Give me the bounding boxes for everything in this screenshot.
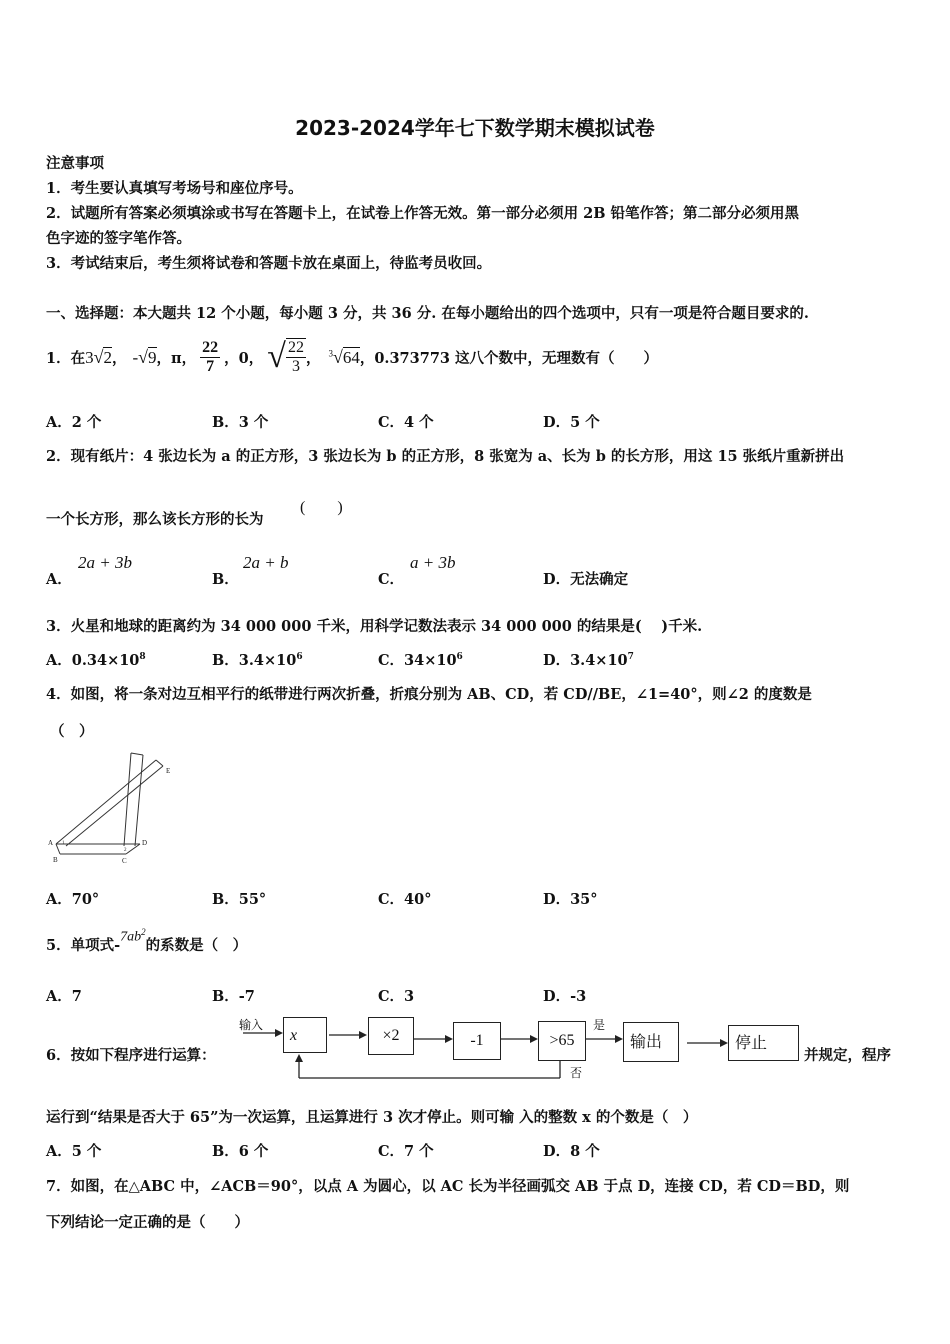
page-title: 2023-2024学年七下数学期末模拟试卷 xyxy=(295,116,655,140)
q6-option-b[interactable]: B．6 个 xyxy=(212,1143,269,1160)
q1-lead: 1．在 xyxy=(46,349,86,367)
q4-line-1: 4．如图，将一条对边互相平行的纸带进行两次折叠，折痕分别为 AB、CD，若 CD//BE，∠1=40°，则∠2 的度数是 xyxy=(46,686,812,703)
notice-item-1: 1．考生要认真填写考场号和座位序号。 xyxy=(46,180,303,197)
label-d: D xyxy=(142,839,148,847)
strip-top-edge xyxy=(131,753,143,755)
q1-cube-root-64: $^3$√64 xyxy=(328,346,360,367)
q2-option-b-math: 2a + b xyxy=(243,553,289,572)
q2-line-2: 一个长方形，那么该长方形的长为 xyxy=(46,511,264,528)
flow-box-output: 输出 xyxy=(623,1022,679,1062)
q5-option-c[interactable]: C．3 xyxy=(378,988,415,1005)
q1-num-3sqrt2: 3√2 xyxy=(85,346,112,367)
q3-option-c[interactable]: C．$34\times 10^6$ xyxy=(378,652,463,669)
label-b: B xyxy=(53,856,58,864)
flow-no-label: 否 xyxy=(570,1066,583,1080)
label-c: C xyxy=(122,857,127,865)
q7-line-2: 下列结论一定正确的是（ ） xyxy=(46,1214,249,1231)
q2-option-c-label[interactable]: C． xyxy=(378,571,405,588)
strip-left-edge xyxy=(124,753,131,846)
q2-option-d[interactable]: D．无法确定 xyxy=(543,571,629,588)
q1-option-d[interactable]: D．5 个 xyxy=(543,414,600,431)
q4-option-c[interactable]: C．40° xyxy=(378,891,432,908)
q2-option-a-label[interactable]: A． xyxy=(46,571,72,588)
q2-paren: ( ) xyxy=(300,499,343,516)
q5-monomial: $7ab^2$ xyxy=(120,927,146,945)
flow-box-x: x xyxy=(283,1017,327,1053)
flow-box-minus1: -1 xyxy=(453,1022,501,1060)
q6-line-2: 运行到“结果是否大于 65”为一次运算，且运算进行 3 次才停止。则可输 入的整数 x 的个数是（ ） xyxy=(46,1109,698,1126)
q1-option-c[interactable]: C．4 个 xyxy=(378,414,434,431)
q5-lead: 5．单项式- xyxy=(46,937,121,954)
q1-option-a[interactable]: A．2 个 xyxy=(46,414,102,431)
q4-folded-strip-figure xyxy=(44,748,184,868)
q1-num-neg-sqrt9: -√9 xyxy=(132,346,157,367)
q5-option-b[interactable]: B．-7 xyxy=(212,988,255,1005)
flow-input-label: 输入 xyxy=(239,1018,264,1032)
flow-yes-label: 是 xyxy=(593,1018,606,1032)
question-5 xyxy=(46,927,248,955)
q2-option-a-math: 2a + 3b xyxy=(78,553,132,572)
label-a: A xyxy=(48,839,54,847)
q6-lead: 6．按如下程序进行运算： xyxy=(46,1047,216,1064)
q3-option-a[interactable]: A．$0.34\times 10^8$ xyxy=(46,652,146,669)
q1-fraction-22-7: $\frac{22}{7}$ xyxy=(202,338,219,375)
q5-option-a[interactable]: A．7 xyxy=(46,988,82,1005)
q6-option-a[interactable]: A．5 个 xyxy=(46,1143,102,1160)
q3-option-b[interactable]: B．$3.4\times 10^6$ xyxy=(212,652,303,669)
q2-option-c-math: a + 3b xyxy=(410,553,456,572)
label-angle-2: 2 xyxy=(124,848,127,853)
q3-text: 3．火星和地球的距离约为 34 000 000 千米，用科学记数法表示 34 000 000 的结果是( )千米. xyxy=(46,618,703,635)
q6-option-d[interactable]: D．8 个 xyxy=(543,1143,600,1160)
notice-item-2a: 2．试题所有答案必须填涂或书写在答题卡上，在试卷上作答无效。第一部分必须用 2B 铅笔作答；第二部分必须用黑 xyxy=(46,205,800,222)
strip-end-edge xyxy=(156,760,163,766)
q3-option-d[interactable]: D．$3.4\times 10^7$ xyxy=(543,652,634,669)
q5-tail: 的系数是（ ） xyxy=(145,937,248,954)
flow-box-gt65: >65 xyxy=(538,1021,586,1061)
q2-line-1: 2．现有纸片：4 张边长为 a 的正方形，3 张边长为 b 的正方形，8 张宽为 a、长为 b 的长方形，用这 15 张纸片重新拼出 xyxy=(46,448,845,465)
label-e: E xyxy=(166,767,171,775)
q4-option-d[interactable]: D．35° xyxy=(543,891,598,908)
segment-ab xyxy=(56,844,60,854)
notice-item-3: 3．考试结束后，考生须将试卷和答题卡放在桌面上，待监考员收回。 xyxy=(46,255,492,272)
q2-option-b-label[interactable]: B． xyxy=(212,571,239,588)
notice-heading: 注意事项 xyxy=(46,155,104,172)
notice-item-2b: 色字迹的签字笔作答。 xyxy=(46,230,191,247)
q5-option-d[interactable]: D．-3 xyxy=(543,988,587,1005)
segment-dc xyxy=(126,844,140,854)
strip-right-edge xyxy=(135,755,143,846)
fold-upper-line xyxy=(56,760,156,844)
question-1: 1．在 3√2 ， -√9 ，π， $\frac{22}{7}$ ，0， √ $\frac{22}{3}$ ， $^3$√64 ，0.373773 这八个数中，无理数有（ ） xyxy=(46,338,659,375)
q1-sqrt-22-3: √ $\frac{22}{3}$ xyxy=(267,338,304,375)
q6-option-c[interactable]: C．7 个 xyxy=(378,1143,434,1160)
q1-option-b[interactable]: B．3 个 xyxy=(212,414,269,431)
fold-lower-line xyxy=(66,766,163,846)
q7-line-1: 7．如图，在△ABC 中，∠ACB＝90°，以点 A 为圆心，以 AC 长为半径画弧交 AB 于点 D，连接 CD，若 CD＝BD，则 xyxy=(46,1178,850,1195)
section-heading: 一、选择题：本大题共 12 个小题，每小题 3 分，共 36 分. 在每小题给出的四个选项中，只有一项是符合题目要求的. xyxy=(46,305,809,322)
label-angle-1: 1 xyxy=(62,841,65,846)
q4-option-a[interactable]: A．70° xyxy=(46,891,100,908)
q4-line-2: （ ） xyxy=(50,723,94,740)
q6-after: 并规定，程序 xyxy=(804,1047,891,1064)
flow-box-stop: 停止 xyxy=(728,1025,799,1061)
flow-box-times2: ×2 xyxy=(368,1017,414,1055)
q4-option-b[interactable]: B．55° xyxy=(212,891,267,908)
